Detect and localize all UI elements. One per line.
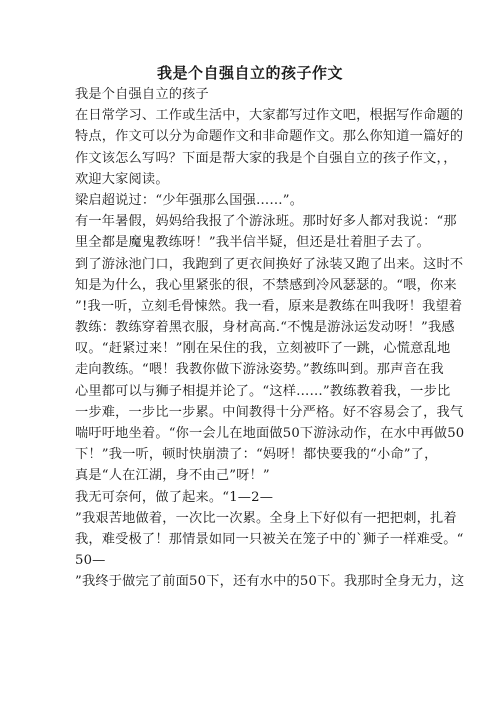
text-line: 我，难受极了！那情景如同一只被关在笼子中的`狮子一样难受。“	[75, 531, 464, 547]
text-line: 梁启超说过：“少年强那么国强……”。	[75, 192, 304, 208]
text-line: 下！”我一听，顿时快崩溃了：“妈呀！都快要我的“小命”了，	[75, 447, 438, 463]
text-line: 走向教练。“喂！我教你做下游泳姿势。”教练叫到。那声音在我	[75, 362, 444, 378]
text-line: 喘吁吁地坐着。“你一会儿在地面做50下游泳动作，在水中再做50	[75, 426, 465, 441]
text-line: ”我艰苦地做着，一次比一次累。全身上下好似有一把把刺，扎着	[75, 510, 457, 526]
text-line: 叹。“赶紧过来！”刚在呆住的我，立刻被吓了一跳，心慌意乱地	[75, 341, 451, 357]
text-line: 特点，作文可以分为命题作文和非命题作文。那么你知道一篇好的	[75, 129, 464, 145]
text-line: 里全都是魔鬼教练呀！”我半信半疑，但还是壮着胆子去了。	[75, 235, 431, 251]
text-line: 教练：教练穿着黑衣服，身材高高.“不愧是游泳运发动呀！”我感	[75, 320, 455, 336]
text-line: ”我终于做完了前面50下，还有水中的50下。我那时全身无力，这	[75, 574, 465, 590]
text-line: 到了游泳池门口，我跑到了更衣间换好了泳装又跑了出来。这时不	[75, 256, 464, 272]
text-line: ”!我一听，立刻毛骨悚然。我一看，原来是教练在叫我呀！我望着	[75, 298, 463, 314]
text-line: 我是个自强自立的孩子	[75, 87, 209, 102]
document-title: 我是个自强自立的孩子作文	[156, 64, 343, 82]
text-line: 我无可奈何，做了起来。“1—2—	[75, 489, 274, 505]
text-line: 一步难，一步比一步累。中间教得十分严格。好不容易会了，我气	[75, 404, 464, 420]
text-line: 在日常学习、工作或生活中，大家都写过作文吧，根据写作命题的	[75, 108, 464, 124]
text-line: 真是“人在江湖，身不由己”呀！”	[75, 468, 270, 484]
text-line: 作文该怎么写吗？下面是帮大家的我是个自强自立的孩子作文，，	[75, 150, 457, 166]
text-line: 心里都可以与狮子相提并论了。“这样……”教练教着我，一步比	[75, 383, 451, 399]
text-line: 欢迎大家阅读。	[75, 171, 169, 187]
text-line: 有一年暑假，妈妈给我报了个游泳班。那时好多人都对我说：“那	[75, 214, 457, 230]
text-line: 50—	[75, 553, 106, 569]
document-body	[75, 84, 465, 593]
text-line: 知是为什么，我心里紧张的很，不禁感到冷风瑟瑟的。“喂，你来	[75, 277, 457, 293]
